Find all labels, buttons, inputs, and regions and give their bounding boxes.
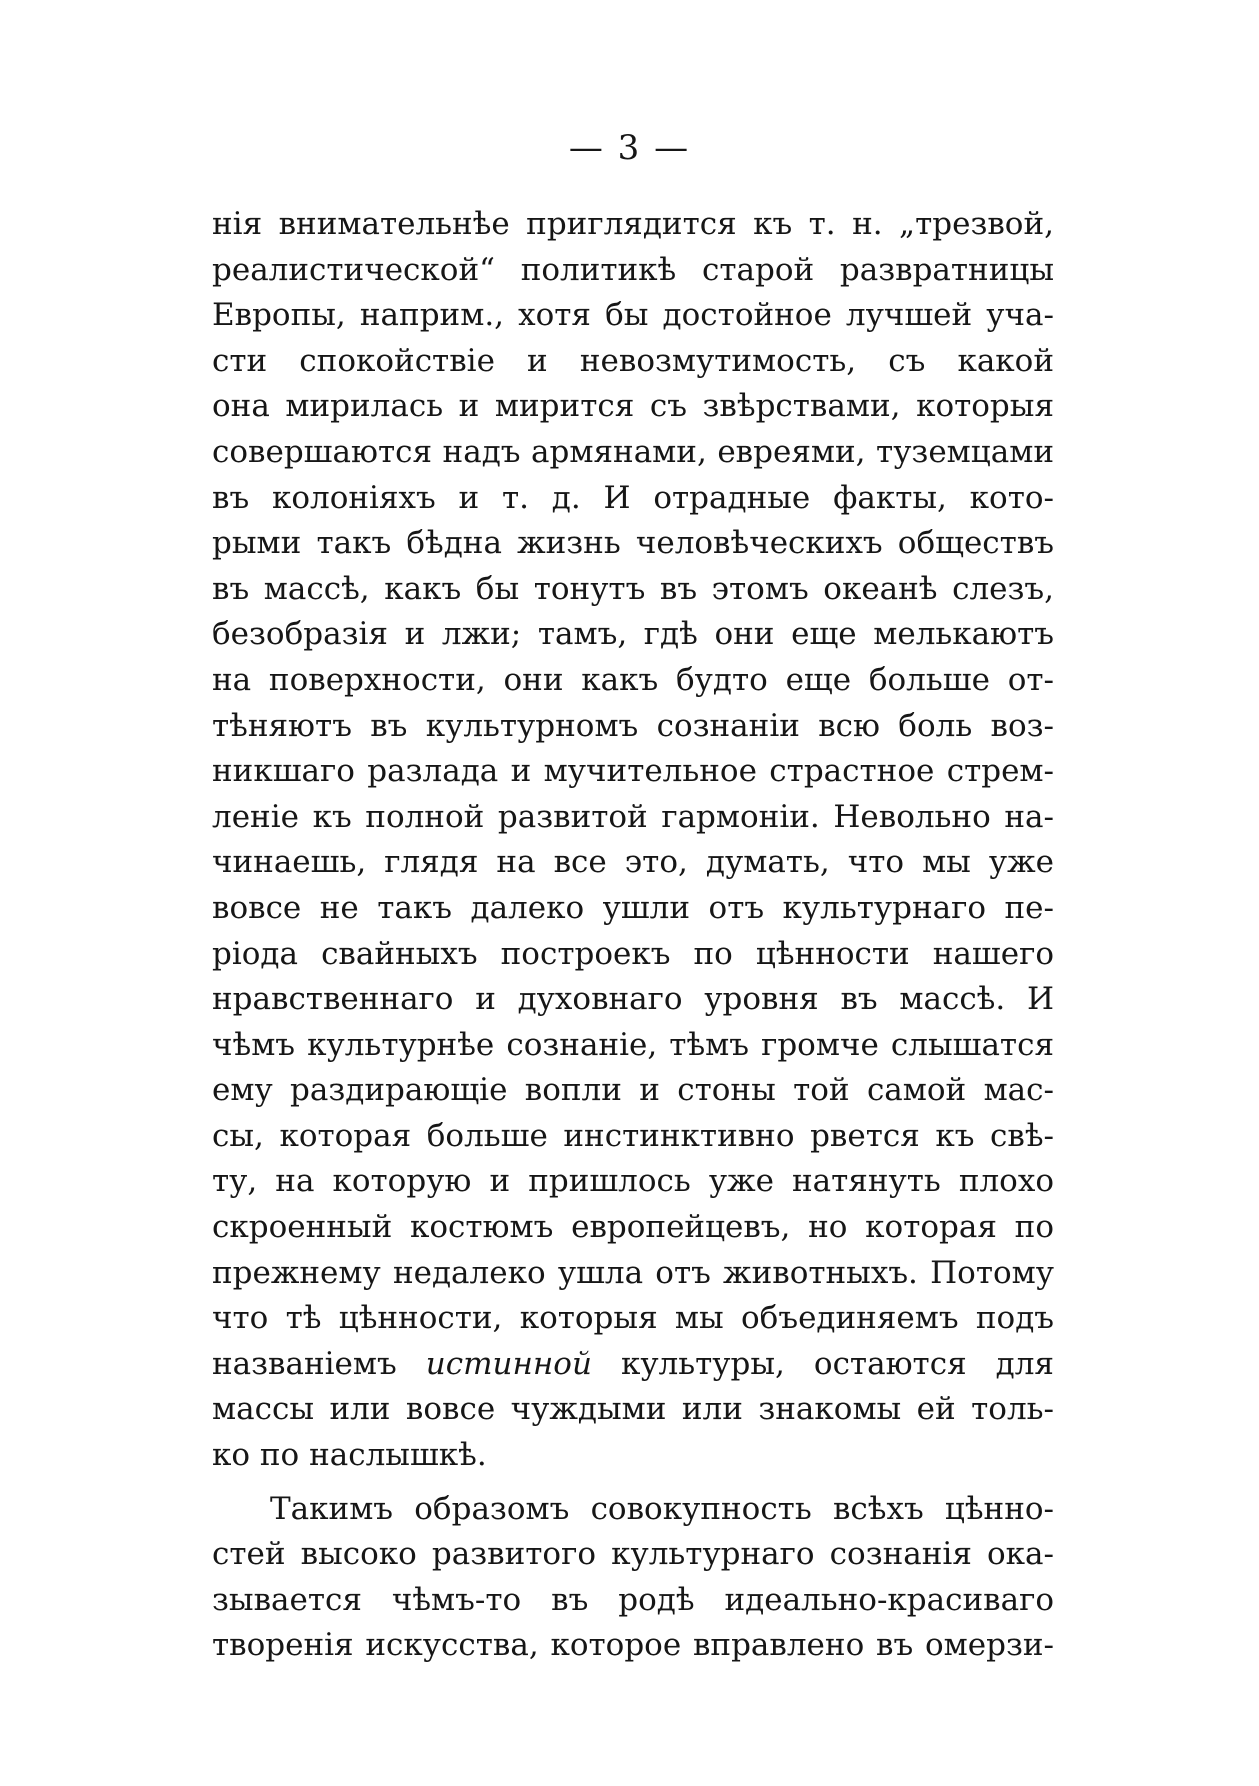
text-line: ко по наслышкѣ.	[212, 1437, 487, 1474]
text-line: нравственнаго и духовнаго уровня въ массѣ. И	[212, 981, 1054, 1018]
text-line: прежнему недалеко ушла отъ животныхъ. Потому	[212, 1254, 1054, 1291]
text-line: тѣняютъ въ культурномъ сознаніи всю боль воз-	[212, 707, 1054, 744]
text-line: реалистической“ политикѣ старой развратницы	[212, 251, 1054, 288]
text-line: стей высоко развитого культурнаго сознанія ока-	[212, 1536, 1054, 1573]
emphasis-line-before: названіемъ	[212, 1345, 426, 1382]
text-line: массы или вовсе чуждыми или знакомы ей толь-	[212, 1391, 1054, 1428]
text-line: ту, на которую и пришлось уже натянуть плохо	[212, 1163, 1054, 1200]
text-line: въ колоніяхъ и т. д. И отрадные факты, кото-	[212, 479, 1054, 516]
text-line: совершаются надъ армянами, евреями, туземцами	[212, 433, 1054, 470]
text-line: сы, которая больше инстинктивно рвется къ свѣ-	[212, 1117, 1054, 1154]
text-line: чинаешь, глядя на все это, думать, что мы уже	[212, 844, 1054, 881]
paragraph-gap	[212, 1479, 1054, 1487]
text-line: Такимъ образомъ совокупность всѣхъ цѣнно-	[270, 1490, 1054, 1527]
text-line: рыми такъ бѣдна жизнь человѣческихъ обществъ	[212, 525, 1054, 562]
text-line: на поверхности, они какъ будто еще больше от-	[212, 661, 1054, 698]
page-number: — 3 —	[568, 128, 691, 168]
text-line: нія внимательнѣе приглядится къ т. н. „трезвой,	[212, 206, 1054, 242]
text-line: творенія искусства, которое вправлено въ омерзи-	[212, 1627, 1054, 1664]
text-line: чѣмъ культурнѣе сознаніе, тѣмъ громче слышатся	[212, 1026, 1054, 1063]
text-line: она мирилась и мирится съ звѣрствами, которыя	[212, 388, 1054, 425]
text-line: скроенный костюмъ европейцевъ, но которая по	[212, 1209, 1054, 1246]
text-line: никшаго разлада и мучительное страстное стрем-	[212, 753, 1054, 790]
text-line: зывается чѣмъ-то въ родѣ идеально-красиваго	[212, 1581, 1054, 1618]
text-line: безобразія и лжи; тамъ, гдѣ они еще мелькаютъ	[212, 616, 1054, 653]
text-line: что тѣ цѣнности, которыя мы объединяемъ подъ	[212, 1300, 1054, 1337]
text-line: ему раздирающіе вопли и стоны той самой мас-	[212, 1072, 1054, 1109]
text-line: въ массѣ, какъ бы тонутъ въ этомъ океанѣ слезъ,	[212, 570, 1054, 607]
emphasis-line-after: культуры, остаются для	[591, 1345, 1054, 1382]
text-line: вовсе не такъ далеко ушли отъ культурнаго пе-	[212, 889, 1054, 926]
emphasis-line	[212, 1342, 1054, 1388]
text-line: леніе къ полной развитой гармоніи. Невольно на-	[212, 798, 1054, 835]
italic-term: истинной	[425, 1345, 592, 1382]
text-line: Европы, наприм., хотя бы достойное лучшей уча-	[212, 297, 1054, 334]
text-line: сти спокойствіе и невозмутимость, съ какой	[212, 342, 1054, 379]
text-line: ріода свайныхъ построекъ по цѣнности нашего	[212, 935, 1054, 972]
body-text	[212, 202, 1054, 1669]
